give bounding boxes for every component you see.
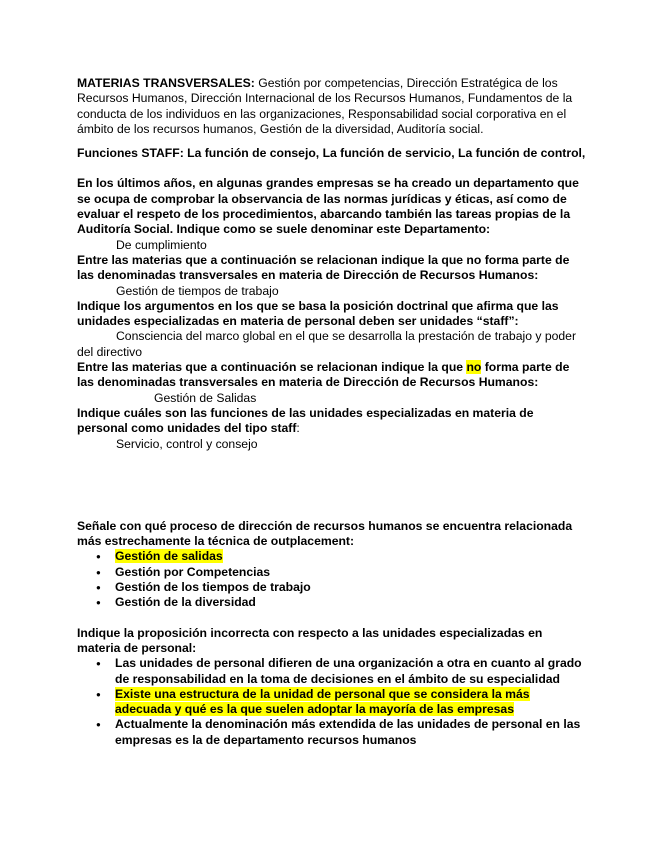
option-list-item <box>77 595 587 610</box>
option-text: Las unidades de personal difieren de una organización a otra en cuanto al grado de responsabilidad en la toma de decisiones en el ámbito de su especialidad <box>115 656 582 686</box>
intro-label: MATERIAS TRANSVERSALES: <box>77 76 255 90</box>
question-7-options <box>77 656 587 748</box>
question-4-part-1: Entre las materias que a continuación se relacionan indique la que <box>77 360 467 375</box>
staff-functions: Funciones STAFF: La función de consejo, La función de servicio, La función de control, <box>77 146 586 161</box>
option-list-item <box>77 717 587 748</box>
option-list-item <box>77 656 587 687</box>
question-6-options <box>77 549 587 610</box>
document-page <box>77 76 587 748</box>
option-text: Actualmente la denominación más extendida de las unidades de personal en las empresas es la de departamento recursos humanos <box>115 717 581 747</box>
intro-text: Gestión por competencias, Dirección Estratégica de los Recursos Humanos, Dirección Internacional de los Recursos Humanos, Fundamentos de la conducta de los individuos en las organizaciones, Responsabilidad social corporativa en el ámbito de los recursos humanos, Gestión de la diversidad, Auditoría social. <box>77 76 573 136</box>
question-1: En los últimos años, en algunas grandes empresas se ha creado un departamento que se ocupa de comprobar la observancia de las normas jurídicas y éticas, así como de evaluar el respeto de los procedimientos, abarcando también las tareas propias de la Auditoría Social. Indique como se suele denominar este Departamento: <box>77 176 579 237</box>
option-text: Gestión de la diversidad <box>115 595 256 610</box>
answer-1: De cumplimiento <box>116 237 207 252</box>
answer-3-first-line: Consciencia del marco global en el que se desarrolla la prestación de trabajo y poder <box>116 329 577 344</box>
question-4-highlight: no <box>466 360 482 375</box>
option-text: Gestión por Competencias <box>115 564 271 579</box>
option-text-highlighted: Gestión de salidas <box>115 549 223 564</box>
answer-5: Servicio, control y consejo <box>116 436 258 451</box>
question-7: Indique la proposición incorrecta con respecto a las unidades especializadas en materia de personal: <box>77 625 543 655</box>
option-text-highlighted: Existe una estructura de la unidad de personal que se considera la más adecuada y qué es la que suelen adoptar la mayoría de las empresas <box>115 686 530 717</box>
option-list-item <box>77 549 587 564</box>
answer-4: Gestión de Salidas <box>154 390 257 405</box>
option-list-item <box>77 580 587 595</box>
question-5 <box>77 406 587 437</box>
question-3: Indique los argumentos en los que se basa la posición doctrinal que afirma que las unidades especializadas en materia de personal deben ser unidades “staff”: <box>77 298 559 329</box>
answer-3-continuation: del directivo <box>77 344 143 359</box>
answer-2: Gestión de tiempos de trabajo <box>116 283 279 298</box>
question-6: Señale con qué proceso de dirección de recursos humanos se encuentra relacionada más estrechamente la técnica de outplacement: <box>77 518 573 549</box>
question-4-part-2: forma parte de las denominadas transversales en materia de Dirección de Recursos Humanos: <box>77 360 570 390</box>
question-2: Entre las materias que a continuación se relacionan indique la que no forma parte de las denominadas transversales en materia de Dirección de Recursos Humanos: <box>77 252 570 283</box>
option-list-item <box>77 565 587 580</box>
question-4 <box>77 360 587 391</box>
option-text: Gestión de los tiempos de trabajo <box>115 580 311 595</box>
intro-paragraph <box>77 76 587 137</box>
question-5-colon: : <box>296 421 300 436</box>
question-5-text: Indique cuáles son las funciones de las unidades especializadas en materia de personal como unidades del tipo staff <box>77 405 534 436</box>
option-list-item <box>77 687 587 718</box>
